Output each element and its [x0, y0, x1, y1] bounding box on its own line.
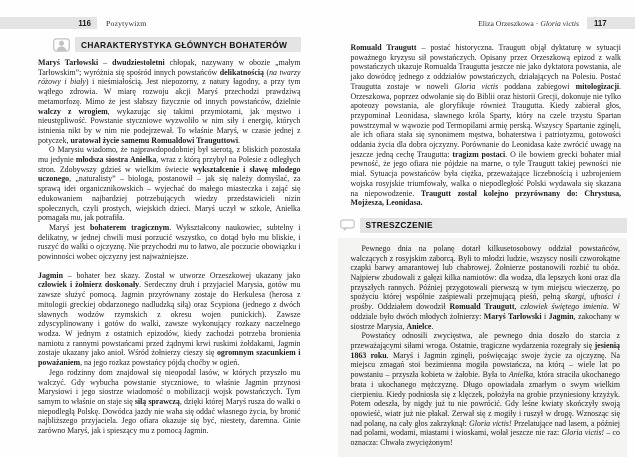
text-run: Przelatujące nad lasem, a później nad polami, wodami, miastami i wioskami, wołał jeszcze nie raz: — [350, 418, 620, 438]
text-run: Maryś jest — [49, 222, 90, 232]
text-run: chłopak, nazywany w obozie „małym Tarłowskim”; wyróżnia się spośród innych powstańców — [38, 58, 301, 77]
text-run: , na jego rozkaz powstańcy pójdą choćby w ogień. — [80, 358, 240, 368]
text-run: to łatwo, ale poczucie obowiązku i powinności wobec ojczyzny jest najważniejsze. — [38, 242, 301, 262]
summary-title-bar — [360, 218, 628, 233]
person-icon — [53, 38, 70, 52]
right-page-intro — [351, 43, 622, 208]
text-run: . — [238, 135, 241, 145]
text-run: człowiek świętego imienia — [520, 302, 607, 312]
separator-dot: · — [535, 18, 539, 28]
text-run: , dzięki której Maryś rusza do walki o niepodległą Polskę. Dowódca jazdy nie waha się oddać własnego życia, by bronić najbliższego przyjaciela. Jego ofiara okazuje się być, niestety, daremna. Ginie zarówno Maryś, jak i spieszący mu z pomocą Jagmin. — [38, 396, 301, 436]
paragraph — [351, 244, 621, 331]
page-number-bar-right — [587, 17, 635, 29]
page-right — [318, 0, 635, 458]
text-run: , wraz z którą przybył na Polesie z odległych stron. Zdobywszy gdzieś w wielkim świecie — [38, 155, 301, 174]
text-run: , wykazując się takimi przymiotami, jak męstwo i nieustępliwość. Powstanie styczniowe wyzwoliło w nim siły i energię, których istnienia nikt by w nim nie podejrzewał. To właśnie Maryś, w czasie jednej z potyczek, — [38, 106, 301, 145]
text-run: mu — [70, 213, 81, 223]
text-run: Pewnego dnia na polanę dotarł kilkusetosobowy oddział powstańców, walczących z rosyjskim zaborcą. Byli to młodzi ludzie, wszyscy nosili czworokątne czapki barwy amarantowej lub chabrowej. Żołnierze postanowili rozbić tu obóz. Najpierw zbudowali z gałęzi kilka namiotów: dla wodza, dla lepszych koni oraz dla przyszłych rannych. Później przygotowali pierwszą w tym miejscu wieczerzę, po spożyciu której wspólnie zaśpiewali przejmującą pieśń, pełną — [350, 243, 620, 302]
running-head-left — [0, 17, 301, 29]
speech-bubble-icon — [340, 219, 355, 232]
paragraph — [38, 58, 301, 145]
chapter-label: Pozytywizm — [106, 18, 147, 28]
text-run: – — [98, 58, 113, 67]
text-run: na twarzy różowy i biały — [38, 67, 301, 87]
paragraph — [38, 145, 301, 223]
section-header-summary — [340, 218, 628, 233]
text-run: Maryś Tarłowski — [38, 58, 99, 67]
text-run: poddana zabiegowi — [498, 81, 576, 91]
running-head-text — [478, 19, 579, 28]
text-run: delikatnością — [219, 67, 264, 77]
section-title-bar — [75, 37, 301, 52]
text-run: . Oddziałem dowodził — [371, 302, 450, 312]
text-run: jesienią 1863 roku — [350, 340, 620, 360]
text-run: Jego rodzinny dom znajdował się nieopodal lasów, w których przyszło mu walczyć. Gdy wybucha powstanie styczniowe, to właśnie Jagmin przynosi Marysiowi i jego siostrze wiadomość o mobilizacji wojsk powstańczych. Tym samym to właśnie on staje się — [38, 367, 301, 406]
text-run: , która straciła ukochanego brata i ukochanego mężczyznę. Długo opowiadała zmarłym o swym wielkim cierpieniu. Kiedy podniosła się z klęczek, położyła na grobie przyniesiony krzyżyk. Potem odeszła, by nigdy już tu nie powrócić. Gdy leśne kwiaty skończyły swoją opowieść, wiatr już nie płakał. Zerwał się z mogiły i ruszył w drogę. Wznosząc się nad polanę, na cały głos zakrzyknął: — [350, 370, 621, 428]
text-run: mitologizacji — [575, 81, 620, 91]
text-run: ( — [263, 67, 270, 77]
text-run: Jagmin — [548, 311, 574, 321]
book-title: Gloria victis — [540, 18, 579, 28]
paragraph — [38, 223, 301, 262]
page-number-right: 117 — [594, 18, 607, 28]
text-run: – postać historyczna. Traugutt objął dyktaturę w sytuacji poważnego kryzysu sił powstańczych. Opisany przez Orzeszkową epizod z walk powstańczych ukazuje Romualda Traugutta jeszcze nie jako dyktatora powstania, ale jako dowódcę jednego z oddziałów powstańczych, działających na Polesiu. Postać Traugutta zostaje w noweli — [350, 43, 621, 91]
text-run: siłą sprawczą — [134, 396, 180, 406]
left-page-body — [38, 58, 301, 436]
text-run: bohaterem tragicznym — [89, 222, 170, 232]
text-run: skargi, ufności i prośby — [350, 292, 620, 312]
text-run: człowiek i żołnierz doskonały — [38, 280, 140, 290]
text-run: , zakochany w siostrze Marysia, — [350, 311, 620, 331]
text-run: Jagmin — [38, 270, 63, 280]
text-run: Anielce — [406, 321, 432, 331]
text-run: tragizm postaci — [452, 149, 506, 159]
text-run: . Orzeszkowa, poprzez odwołanie się do Biblii oraz historii Grecji, dokonuje nie tylko apoteozy powstania, ale gloryfikuje również Traugutta. Kiedy zabierał głos, przypominał Leonidasa, sławnego króla Sparty, który na czele trzystu Spartan powstrzymał w wąwozie pod Termopilami armię perską. Wszyscy Spartanie zginęli, ale ich ofiara stała się synonimem męstwa, bohaterstwa i patriotyzmu, gotowości oddania życia dla dobra ojczyzny. Porównanie do Leonidasa każe zwrócić uwagę na jeszcze jedną cechę Traugutta: — [350, 81, 621, 159]
text-run: Gloria victis! — [469, 418, 512, 428]
author-name: Eliza Orzeszkowa — [478, 18, 534, 28]
page-number-left: 116 — [78, 18, 91, 28]
text-run: O Marysiu wiadomo, że najprawdopodobniej był sierotą, z bliskich pozostała mu jedynie — [38, 145, 301, 165]
text-run: Gloria victis — [454, 81, 499, 91]
section-header-characteristics — [53, 37, 301, 52]
text-run: . Maryś i Jagmin zginęli, poświęcając swoje życie za ojczyznę. Na miejscu zmagań stoi bezimienna mogiła powstańcza, na którą – wiele lat po powstaniu – przyszła kobieta w żałobie. Była to — [350, 350, 620, 380]
page-number-bar-left — [0, 17, 97, 29]
text-run: uratował życie samemu Romualdowi Trauguttowi — [70, 135, 239, 145]
paragraph — [38, 271, 301, 368]
section-title: CHARAKTERYSTYKA GŁÓWNYCH BOHATERÓW — [81, 39, 288, 50]
text-run: dwudziestoletni — [112, 58, 165, 67]
text-run: , — [514, 302, 521, 312]
text-run: – bohater bez skazy. Został w utworze Orzeszkowej ukazany jako — [63, 270, 301, 280]
text-run: Maryś Tarłowski — [483, 311, 542, 321]
paragraph — [351, 43, 622, 208]
text-run: . O ile bowiem grecki bohater miał pewność, że jego ofiara nie pójdzie na marne, o tyle Traugutt takiej pewności nie miał. Sytuacja powstańców była ciężka, przeważające liczebnością i uzbrojeniem wojska rosyjskie triumfowały, walka o niepodległość Polski wydawała się skazana na niepowodzenie. — [350, 149, 621, 198]
summary-box — [338, 238, 628, 457]
text-run: , jak potrafiła. — [80, 213, 125, 223]
text-run: Powstańcy odnosili zwycięstwa, ale pewnego dnia doszło do starcia z przeważającymi siłami wroga. Ostatnie, tragiczne wydarzenia rozegrały się — [350, 331, 620, 350]
paragraph — [38, 368, 301, 436]
text-run: ) i nieśmiałością. Jest niepozorny, z natury łagodny, a przy tym wątłego zdrowia. W miarę rozwoju akcji Maryś przechodzi prawdziwą metamorfozę. Mimo że jest słabszy fizycznie od innych powstańców, dzielnie — [38, 77, 301, 106]
text-run: . W oddziale było dwóch młodych żołnierzy: — [350, 302, 620, 321]
text-run: . Serdeczny druh i przyjaciel Marysia, gotów mu zawsze służyć pomocą. Jagmin przyrównany zostaje do Herkulesa (herosa z mitologii greckiej obdarzonego nadludzką siłą) oraz Scypiona (jednego z dwóch sławnych wodzów rzymskich z okresu wojen punickich). Zawsze zdyscyplinowany i gotów do walki, zawsze wykonujący rozkazy naczelnego wodza. W jednym z ostatnich epizodów, kiedy zachodzi potrzeba bronienia namiotu z rannymi powstańcami przed żądnymi krwi ruskimi żołdakami, Jagmin zostaje ukazany jako anioł. Wśród żołnierzy cieszy się — [38, 280, 301, 358]
text-run: młodsza siostra Anielka — [75, 155, 157, 165]
summary-title: STRESZCZENIE — [365, 220, 433, 231]
text-run: walczy z wrogiem — [38, 106, 108, 116]
text-run: . — [431, 321, 434, 331]
text-run: wykształcenie i sławę młodego uczonego — [38, 164, 301, 184]
text-run: Traugutt został kolejno przyrównany do: Chrystusa, Mojżesza, Leonidasa. — [350, 188, 621, 208]
running-head-right — [338, 17, 628, 29]
text-run: – co oznacza: Chwała zwyciężonym! — [350, 428, 621, 448]
text-run: ogromnym szacunkiem i poważaniem — [38, 348, 301, 368]
text-run: Romuald Traugutt — [449, 302, 515, 312]
text-run: Gloria victis! — [561, 428, 605, 438]
text-run: , „naturalisty” – biologa, postanowił – jak się należy domyślać, za sprawą idei organicznikowskich – wyjechać do małego miasteczka i zająć się edukowaniem najbardziej potrzebujących wiedzy przedstawicieli nizin społecznych, czyli prostych, wiejskich dzieci. Maryś uczył w szkole, Anielka pomagała — [38, 174, 301, 223]
paragraph — [351, 331, 621, 447]
text-run: mu — [178, 242, 189, 252]
text-run: . Wykształcony naukowiec, subtelny i delikatny, w jednej chwili musi porzucić wszystko, co dotąd było mu bliskie, i ruszyć do walki o ojczyznę. Nie przychodzi — [38, 222, 301, 252]
text-run: i — [541, 311, 549, 321]
text-run: Anielka — [508, 370, 534, 380]
text-run: Romuald Traugutt — [350, 43, 417, 52]
